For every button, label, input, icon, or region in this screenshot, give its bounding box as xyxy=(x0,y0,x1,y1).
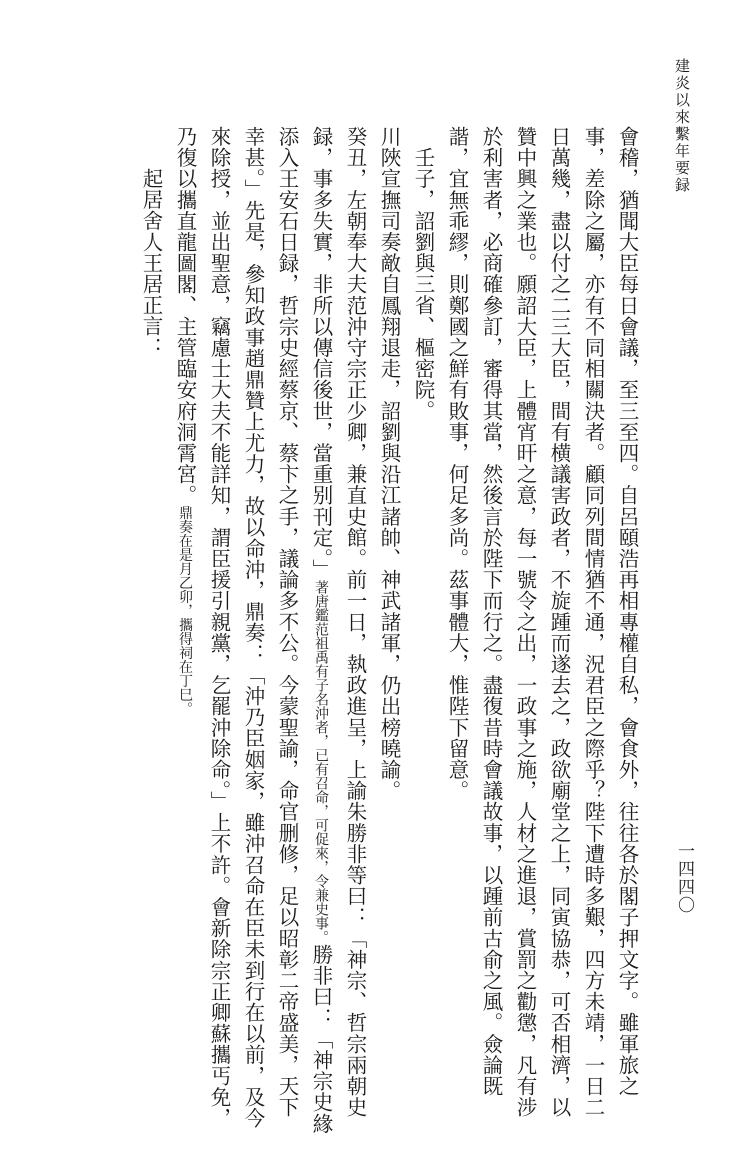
book-title: 建炎以來繫年要録 xyxy=(673,58,691,194)
page-number: 一四四〇 xyxy=(674,842,694,914)
paragraph-guichou-appointment xyxy=(168,126,372,1136)
guichou-continued-text: 勝非曰：「神宗史緣添入王安石日録，哲宗史經蔡京、蔡卞之手，議論多不公。今蒙聖諭，命官删修，足以昭彰二帝盛美，天下幸甚。」先是，參知政事趙鼎贊上尤力，故以命沖，鼎奏：「沖乃臣姻家，雖沖召命在臣未到行在以前，及今來除授，並出聖意，竊慮士大夫不能詳知，謂臣援引親黨，乞罷沖除命。」上不許。會新除宗正卿蘇攜丐免，乃復以攜直龍圖閣、主管臨安府洞霄宮。 xyxy=(173,126,333,1134)
paragraph-wang-juzheng: 起居舍人王居正言： xyxy=(139,168,163,358)
guichou-annotation-2: 鼎奏在是月乙卯，攜得祠在丁巳。 xyxy=(177,505,193,716)
main-text-block xyxy=(84,126,644,1136)
guichou-main-text: 癸丑，左朝奉大夫范沖守宗正少卿，兼直史館。前一日，執政進呈，上諭朱勝非等曰：「神宗、哲宗兩朝史録，事多失實，非所以傳信後世，當重别刊定。」 xyxy=(309,126,367,1118)
paragraph-memorial-continuation: 會稽，猶聞大臣每日會議，至三至四。自呂頤浩再相專權自私，會食外，往往各於閣子押文字。雖軍旅之事，差除之屬，亦有不同相關決者。顧同列間情猶不通，況君臣之際乎？陛下遭時多艱，四方未靖，一日二日萬幾，盡以付之二三大臣，間有横議害政者，不旋踵而遂去之，政欲廟堂之上，同寅協恭，可否相濟，以贊中興之業也。願詔大臣，上體宵旰之意，每一號令之出，一政事之施，人材之進退，賞罰之勸懲，凡有涉於利害者，必商確參訂，審得其當，然後言於陛下而行之。盡復昔時會議故事，以踵前古俞之風。僉論既諧，宜無乖繆，則鄭國之鮮有敗事，何足多尚。茲事體大，惟陛下留意。 xyxy=(445,126,639,1118)
paragraph-chuanshan-report: 川陜宣撫司奏敵自鳳翔退走，詔劉與沿江諸帥、神武諸軍，仍出榜曉諭。 xyxy=(377,126,401,802)
guichou-annotation-1: 著唐鑑范祖禹有子名沖者，已有召命，可促來，令兼史事。 xyxy=(313,579,329,944)
paragraph-renzi-edict: 壬子，詔劉與三省、樞密院。 xyxy=(411,147,435,422)
